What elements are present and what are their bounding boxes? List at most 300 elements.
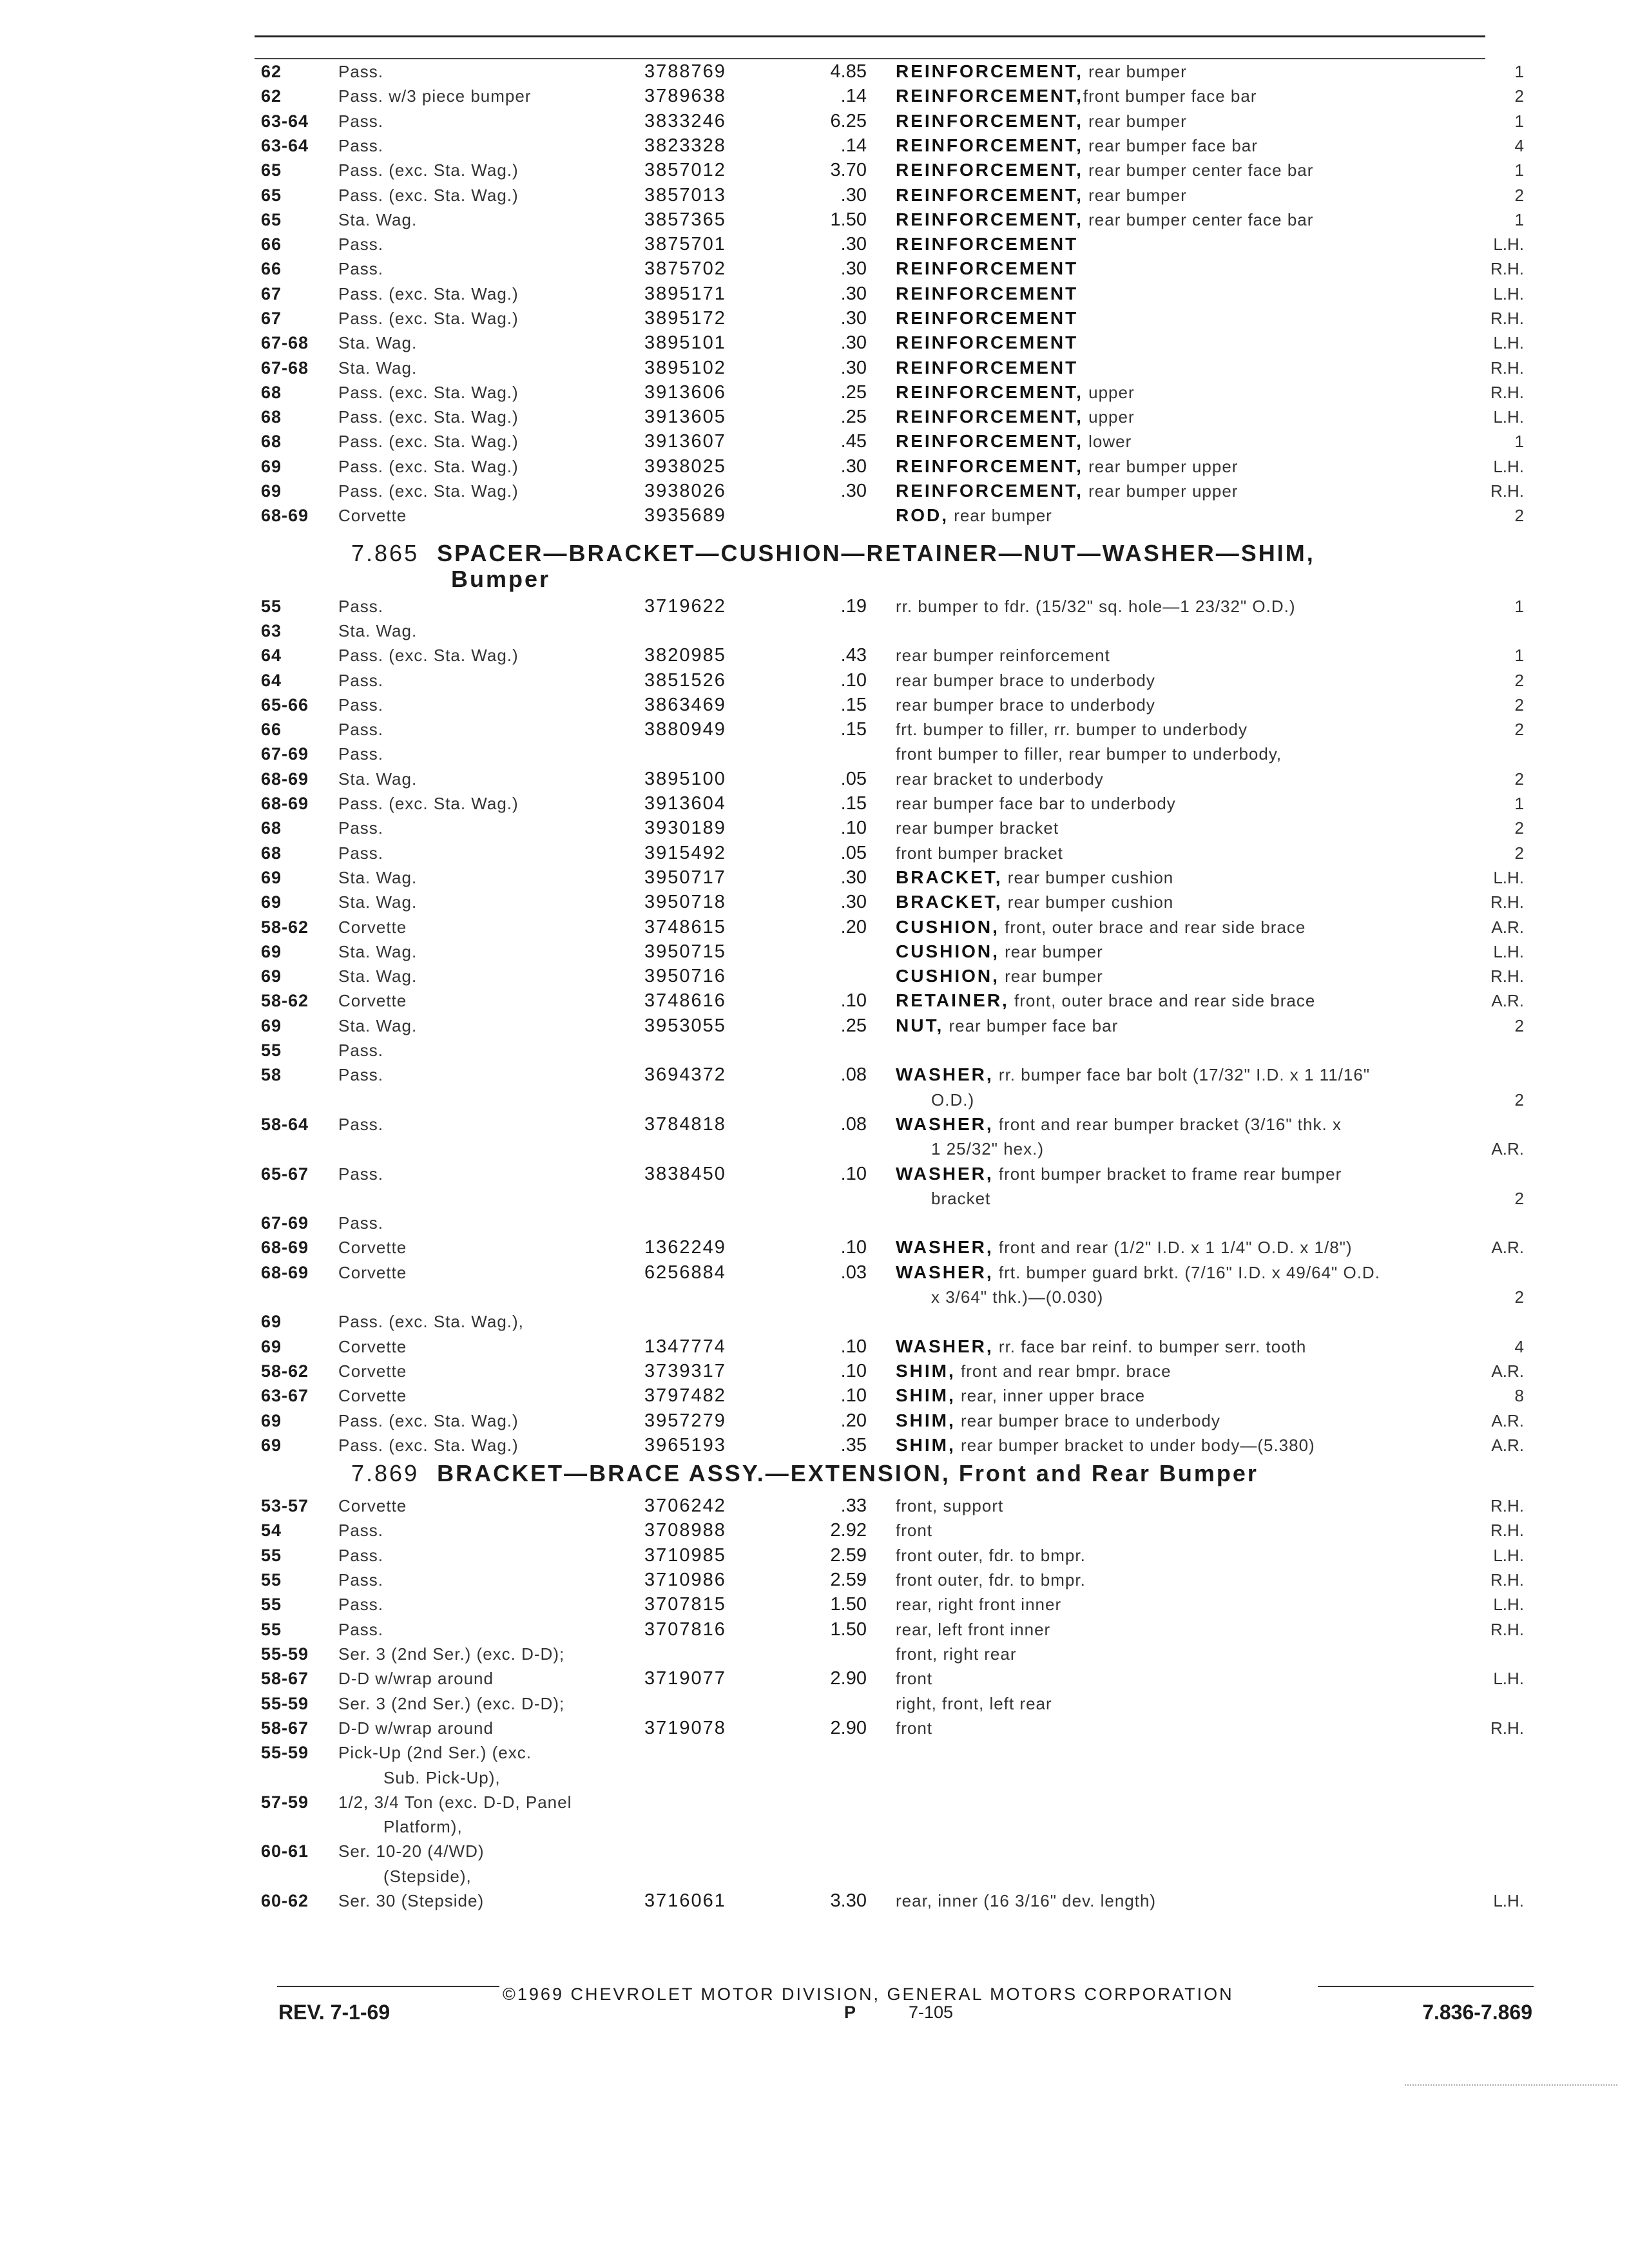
table-row — [0, 256, 1629, 281]
list-price: .30 — [840, 867, 867, 888]
vehicle-model: Pass. — [338, 1595, 384, 1614]
vehicle-model: (Stepside), — [383, 1867, 472, 1886]
description-detail: front, right rear — [896, 1644, 1017, 1664]
part-description — [896, 405, 1135, 429]
list-price: 2.90 — [830, 1668, 867, 1689]
quantity: A.R. — [1491, 1436, 1524, 1455]
model-year: 62 — [261, 62, 282, 81]
vehicle-model: Pass. — [338, 62, 384, 81]
table-row — [0, 1691, 1629, 1716]
table-row — [0, 1592, 1629, 1617]
model-year: 60-61 — [261, 1841, 309, 1861]
model-year: 66 — [261, 259, 282, 278]
top-rule — [255, 35, 1485, 37]
part-description — [896, 282, 1078, 306]
description-detail: front outer, fdr. to bmpr. — [896, 1570, 1086, 1590]
footer-rule-left — [277, 1986, 499, 1987]
table-row — [0, 1309, 1629, 1334]
table-row — [0, 890, 1629, 914]
quantity: R.H. — [1490, 383, 1524, 402]
list-price: 6.25 — [830, 111, 867, 131]
model-year: 63 — [261, 621, 282, 640]
model-year: 55-59 — [261, 1743, 309, 1762]
quantity: R.H. — [1490, 481, 1524, 501]
part-number: 3708988 — [644, 1520, 726, 1541]
part-description — [896, 1235, 1353, 1260]
model-year: 69 — [261, 457, 282, 476]
list-price: .14 — [840, 135, 867, 156]
quantity: 1 — [1514, 210, 1524, 229]
list-price: .03 — [840, 1262, 867, 1283]
part-description — [896, 1642, 1017, 1666]
list-price: .10 — [840, 818, 867, 838]
part-name: REINFORCEMENT — [896, 258, 1079, 278]
vehicle-model: Corvette — [338, 1361, 407, 1381]
section-title: SPACER—BRACKET—CUSHION—RETAINER—NUT—WASHER—SHIM, — [437, 539, 1315, 566]
vehicle-model: Pass. — [338, 259, 384, 278]
part-number: 3716061 — [644, 1890, 726, 1911]
quantity: R.H. — [1490, 1496, 1524, 1515]
model-year: 58-64 — [261, 1115, 309, 1134]
list-price: 1.50 — [830, 1594, 867, 1615]
table-row — [0, 429, 1629, 454]
model-year: 65 — [261, 186, 282, 205]
table-row — [0, 1790, 1629, 1814]
table-row — [0, 742, 1629, 766]
vehicle-model: Sta. Wag. — [338, 358, 418, 378]
table-row — [0, 1112, 1629, 1137]
table-row — [0, 1839, 1629, 1863]
model-year: 68 — [261, 818, 282, 838]
quantity: R.H. — [1490, 1570, 1524, 1590]
part-number: 3895102 — [644, 358, 726, 378]
description-detail: 1 25/32" hex.) — [931, 1139, 1045, 1158]
part-description — [931, 1285, 1103, 1309]
list-price: .08 — [840, 1114, 867, 1135]
part-number: 3895171 — [644, 284, 726, 304]
part-description — [896, 1543, 1086, 1568]
part-number: 3938026 — [644, 481, 726, 501]
part-number: 3748616 — [644, 990, 726, 1011]
vehicle-model: Pass. (exc. Sta. Wag.) — [338, 284, 519, 303]
quantity: 8 — [1514, 1386, 1524, 1405]
model-year: 65 — [261, 210, 282, 229]
quantity: R.H. — [1490, 1620, 1524, 1639]
table-row — [0, 988, 1629, 1013]
vehicle-model: Pass. — [338, 818, 384, 838]
list-price: 1.50 — [830, 209, 867, 230]
model-year: 67-69 — [261, 1213, 309, 1233]
vehicle-model: Sub. Pick-Up), — [383, 1768, 501, 1787]
model-year: 68 — [261, 383, 282, 402]
table-row — [0, 1260, 1629, 1285]
part-number: 3710986 — [644, 1570, 726, 1590]
description-detail: rear bumper bracket to under body—(5.380) — [955, 1436, 1315, 1455]
part-name: CUSHION, — [896, 941, 999, 961]
table-row — [0, 816, 1629, 840]
part-number: 3875702 — [644, 258, 726, 279]
part-number: 3788769 — [644, 61, 726, 82]
part-number: 3880949 — [644, 719, 726, 740]
list-price: .20 — [840, 917, 867, 937]
list-price: .10 — [840, 990, 867, 1011]
list-price: .25 — [840, 1015, 867, 1036]
list-price: .15 — [840, 719, 867, 740]
table-row — [0, 1433, 1629, 1457]
model-year: 68-69 — [261, 1263, 309, 1282]
part-number: 3739317 — [644, 1361, 726, 1381]
description-detail: front bumper face bar — [1083, 86, 1257, 106]
quantity: A.R. — [1491, 1411, 1524, 1430]
part-description — [896, 1162, 1342, 1186]
model-year: 68 — [261, 843, 282, 863]
vehicle-model: Corvette — [338, 1386, 407, 1405]
part-number: 3694372 — [644, 1064, 726, 1085]
part-name: REINFORCEMENT, — [896, 160, 1083, 180]
part-number: 3938025 — [644, 456, 726, 477]
quantity: R.H. — [1490, 259, 1524, 278]
list-price: .30 — [840, 481, 867, 501]
vehicle-model: Corvette — [338, 506, 407, 525]
description-detail: rear bumper — [949, 506, 1052, 525]
part-number: 1362249 — [644, 1237, 726, 1258]
quantity: 2 — [1514, 506, 1524, 525]
part-number: 3838450 — [644, 1164, 726, 1184]
quantity: A.R. — [1491, 1139, 1524, 1158]
part-description — [896, 503, 1052, 528]
description-detail: front — [896, 1521, 933, 1540]
vehicle-model: Pass. — [338, 136, 384, 155]
vehicle-model: Corvette — [338, 918, 407, 937]
part-name: REINFORCEMENT, — [896, 456, 1083, 476]
model-year: 69 — [261, 942, 282, 961]
quantity: 2 — [1514, 671, 1524, 690]
list-price: .30 — [840, 332, 867, 353]
list-price: .33 — [840, 1495, 867, 1516]
quantity: A.R. — [1491, 1238, 1524, 1257]
table-row — [0, 1716, 1629, 1740]
quantity: 4 — [1514, 136, 1524, 155]
page-number: 7-105 — [909, 2003, 954, 2022]
vehicle-model: Pass. — [338, 1164, 384, 1184]
description-detail: frt. bumper to filler, rr. bumper to underbody — [896, 720, 1248, 739]
model-year: 57-59 — [261, 1792, 309, 1812]
vehicle-model: Pass. — [338, 720, 384, 739]
description-detail: rear bumper upper — [1083, 481, 1239, 501]
model-year: 68-69 — [261, 769, 309, 789]
vehicle-model: Pass. — [338, 695, 384, 715]
table-row — [0, 331, 1629, 355]
part-name: SHIM, — [896, 1361, 956, 1381]
quantity: R.H. — [1490, 309, 1524, 328]
table-row — [0, 454, 1629, 479]
part-name: WASHER, — [896, 1114, 994, 1134]
list-price: 1.50 — [830, 1619, 867, 1640]
part-name: REINFORCEMENT, — [896, 86, 1083, 106]
vehicle-model: Pass. (exc. Sta. Wag.), — [338, 1312, 524, 1331]
part-description — [896, 84, 1257, 108]
part-description — [896, 331, 1078, 355]
quantity: L.H. — [1493, 1891, 1524, 1910]
table-row — [0, 619, 1629, 643]
model-year: 55 — [261, 1595, 282, 1614]
model-year: 68-69 — [261, 794, 309, 813]
description-detail: rear bumper — [1083, 111, 1187, 131]
scan-artifact-line — [1405, 2084, 1617, 2086]
model-year: 69 — [261, 1411, 282, 1430]
vehicle-model: Pass. — [338, 1065, 384, 1084]
list-price: .10 — [840, 1361, 867, 1381]
quantity: 2 — [1514, 769, 1524, 789]
section-heading — [351, 1460, 1258, 1487]
model-year: 69 — [261, 1337, 282, 1356]
part-number: 3857365 — [644, 209, 726, 230]
part-number: 3895101 — [644, 332, 726, 353]
table-row — [0, 1186, 1629, 1211]
vehicle-model: Pass. — [338, 671, 384, 690]
vehicle-model: Sta. Wag. — [338, 966, 418, 986]
table-row — [0, 1666, 1629, 1691]
description-detail: rear bracket to underbody — [896, 769, 1104, 789]
vehicle-model: Pass. (exc. Sta. Wag.) — [338, 481, 519, 501]
quantity: R.H. — [1490, 358, 1524, 378]
description-detail: frt. bumper guard brkt. (7/16" I.D. x 49/64" O.D. — [993, 1263, 1380, 1282]
quantity: 2 — [1514, 1090, 1524, 1110]
list-price: .43 — [840, 645, 867, 666]
part-number: 3707815 — [644, 1594, 726, 1615]
quantity: 1 — [1514, 160, 1524, 180]
list-price: .30 — [840, 308, 867, 329]
part-description — [896, 232, 1078, 256]
part-description — [896, 1408, 1220, 1433]
table-row — [0, 356, 1629, 380]
part-number: 3950716 — [644, 966, 726, 986]
part-number: 3797482 — [644, 1385, 726, 1406]
part-name: REINFORCEMENT, — [896, 135, 1083, 155]
vehicle-model: Pick-Up (2nd Ser.) (exc. — [338, 1743, 532, 1762]
vehicle-model: Pass. — [338, 1546, 384, 1565]
part-description — [931, 1088, 974, 1112]
quantity: L.H. — [1493, 1669, 1524, 1688]
list-price: .10 — [840, 1336, 867, 1357]
vehicle-model: Corvette — [338, 1337, 407, 1356]
vehicle-model: Sta. Wag. — [338, 942, 418, 961]
part-description — [896, 158, 1313, 182]
table-row — [0, 693, 1629, 717]
part-number: 3833246 — [644, 111, 726, 131]
part-description — [896, 816, 1059, 840]
model-year: 68 — [261, 407, 282, 427]
list-price: 3.30 — [830, 1890, 867, 1911]
part-name: REINFORCEMENT, — [896, 61, 1083, 81]
part-description — [896, 59, 1187, 84]
description-detail: rear bumper face bar — [943, 1016, 1119, 1035]
description-detail: O.D.) — [931, 1090, 975, 1110]
list-price: .14 — [840, 86, 867, 106]
model-year: 69 — [261, 966, 282, 986]
part-description — [896, 594, 1296, 619]
part-number: 3913606 — [644, 382, 726, 403]
part-description — [896, 1716, 932, 1740]
vehicle-model: Pass. (exc. Sta. Wag.) — [338, 1436, 519, 1455]
description-detail: rear bumper cushion — [1002, 868, 1174, 887]
part-description — [896, 1568, 1086, 1592]
list-price: .05 — [840, 843, 867, 863]
list-price: .30 — [840, 892, 867, 912]
part-number: 3965193 — [644, 1435, 726, 1456]
part-description — [931, 1186, 990, 1211]
description-detail: rear bumper face bar to underbody — [896, 794, 1176, 813]
quantity: 1 — [1514, 62, 1524, 81]
description-detail: front and rear bmpr. brace — [955, 1361, 1171, 1381]
model-year: 54 — [261, 1521, 282, 1540]
copyright-line: ©1969 CHEVROLET MOTOR DIVISION, GENERAL MOTORS CORPORATION — [503, 1984, 1234, 2004]
list-price: 2.59 — [830, 1570, 867, 1590]
list-price: .15 — [840, 793, 867, 814]
table-row — [0, 282, 1629, 306]
part-number: 3935689 — [644, 505, 726, 526]
description-detail: rear, inner (16 3/16" dev. length) — [896, 1891, 1157, 1910]
description-detail: rear bumper — [999, 942, 1103, 961]
part-number: 3950717 — [644, 867, 726, 888]
quantity: 2 — [1514, 1016, 1524, 1035]
vehicle-model: Pass. (exc. Sta. Wag.) — [338, 383, 519, 402]
part-description — [896, 1334, 1306, 1359]
part-description — [896, 742, 1282, 766]
table-row — [0, 1334, 1629, 1359]
part-description — [896, 693, 1155, 717]
quantity: 1 — [1514, 646, 1524, 665]
model-year: 64 — [261, 646, 282, 665]
table-row — [0, 59, 1629, 84]
part-number: 3950718 — [644, 892, 726, 912]
table-row — [0, 1765, 1629, 1790]
part-number: 3719077 — [644, 1668, 726, 1689]
model-year: 69 — [261, 481, 282, 501]
model-year: 63-64 — [261, 136, 309, 155]
list-price: .30 — [840, 456, 867, 477]
description-detail: rear bumper reinforcement — [896, 646, 1110, 665]
part-description — [896, 1592, 1061, 1617]
quantity: 2 — [1514, 1287, 1524, 1307]
description-detail: rear bumper brace to underbody — [896, 695, 1155, 715]
description-detail: front — [896, 1669, 933, 1688]
model-year: 66 — [261, 720, 282, 739]
part-description — [896, 429, 1132, 454]
table-row — [0, 1359, 1629, 1383]
vehicle-model: Ser. 10-20 (4/WD) — [338, 1841, 485, 1861]
quantity: A.R. — [1491, 918, 1524, 937]
model-year: 65 — [261, 160, 282, 180]
table-row — [0, 1543, 1629, 1568]
vehicle-model: 1/2, 3/4 Ton (exc. D-D, Panel — [338, 1792, 572, 1812]
quantity: 1 — [1514, 794, 1524, 813]
part-name: NUT, — [896, 1015, 944, 1035]
description-detail: rear bumper center face bar — [1083, 160, 1314, 180]
vehicle-model: Pass. — [338, 1041, 384, 1060]
part-number: 1347774 — [644, 1336, 726, 1357]
part-number: 3784818 — [644, 1114, 726, 1135]
revision-date: REV. 7-1-69 — [278, 2001, 390, 2024]
list-price: 2.92 — [830, 1520, 867, 1541]
part-name: REINFORCEMENT, — [896, 481, 1083, 501]
part-number: 3719622 — [644, 596, 726, 617]
table-row — [0, 1088, 1629, 1112]
model-year: 58-67 — [261, 1669, 309, 1688]
table-row — [0, 1642, 1629, 1666]
list-price: 2.59 — [830, 1545, 867, 1566]
model-year: 67-69 — [261, 744, 309, 764]
list-price: .25 — [840, 382, 867, 403]
part-description — [896, 207, 1313, 232]
table-row — [0, 380, 1629, 405]
table-row — [0, 1383, 1629, 1408]
vehicle-model: Corvette — [338, 991, 407, 1010]
description-detail: front and rear (1/2" I.D. x 1 1/4" O.D. x 1/8") — [993, 1238, 1353, 1257]
model-year: 69 — [261, 1312, 282, 1331]
table-row — [0, 1617, 1629, 1642]
list-price: 3.70 — [830, 160, 867, 180]
part-description — [896, 915, 1306, 939]
model-year: 65-66 — [261, 695, 309, 715]
section-heading — [351, 540, 1315, 567]
part-number: 3930189 — [644, 818, 726, 838]
part-description — [896, 256, 1078, 281]
section-title: BRACKET—BRACE ASSY.—EXTENSION, Front and Rear Bumper — [437, 1460, 1258, 1487]
list-price: .35 — [840, 1435, 867, 1456]
vehicle-model: Sta. Wag. — [338, 868, 418, 887]
quantity: 4 — [1514, 1337, 1524, 1356]
table-row — [0, 1814, 1629, 1839]
part-name: WASHER, — [896, 1064, 994, 1084]
quantity: R.H. — [1490, 1521, 1524, 1540]
part-description — [896, 183, 1187, 207]
part-description — [931, 1137, 1044, 1161]
table-row — [0, 791, 1629, 816]
description-detail: front and rear bumper bracket (3/16" thk. x — [993, 1115, 1342, 1134]
table-row — [0, 183, 1629, 207]
part-description — [896, 1518, 932, 1542]
model-year: 69 — [261, 892, 282, 912]
part-name: REINFORCEMENT, — [896, 209, 1083, 229]
table-row — [0, 1740, 1629, 1765]
quantity: 1 — [1514, 111, 1524, 131]
part-number: 3913604 — [644, 793, 726, 814]
part-number: 3823328 — [644, 135, 726, 156]
part-name: REINFORCEMENT, — [896, 407, 1083, 427]
description-detail: rear bumper — [1083, 186, 1187, 205]
vehicle-model: Sta. Wag. — [338, 769, 418, 789]
part-description — [896, 380, 1135, 405]
part-name: SHIM, — [896, 1435, 956, 1455]
table-row — [0, 1235, 1629, 1260]
model-year: 67 — [261, 284, 282, 303]
description-detail: right, front, left rear — [896, 1694, 1052, 1713]
part-description — [896, 1691, 1052, 1716]
part-name: CUSHION, — [896, 917, 999, 937]
section-number: 7.869 — [351, 1460, 419, 1487]
table-row — [0, 1285, 1629, 1309]
model-year: 55 — [261, 597, 282, 616]
description-detail: rear, right front inner — [896, 1595, 1062, 1614]
part-description — [896, 717, 1248, 742]
model-year: 69 — [261, 1436, 282, 1455]
vehicle-model: Pass. — [338, 843, 384, 863]
table-row — [0, 306, 1629, 331]
model-year: 58-62 — [261, 918, 309, 937]
description-detail: rear bumper center face bar — [1083, 210, 1314, 229]
vehicle-model: Sta. Wag. — [338, 210, 418, 229]
